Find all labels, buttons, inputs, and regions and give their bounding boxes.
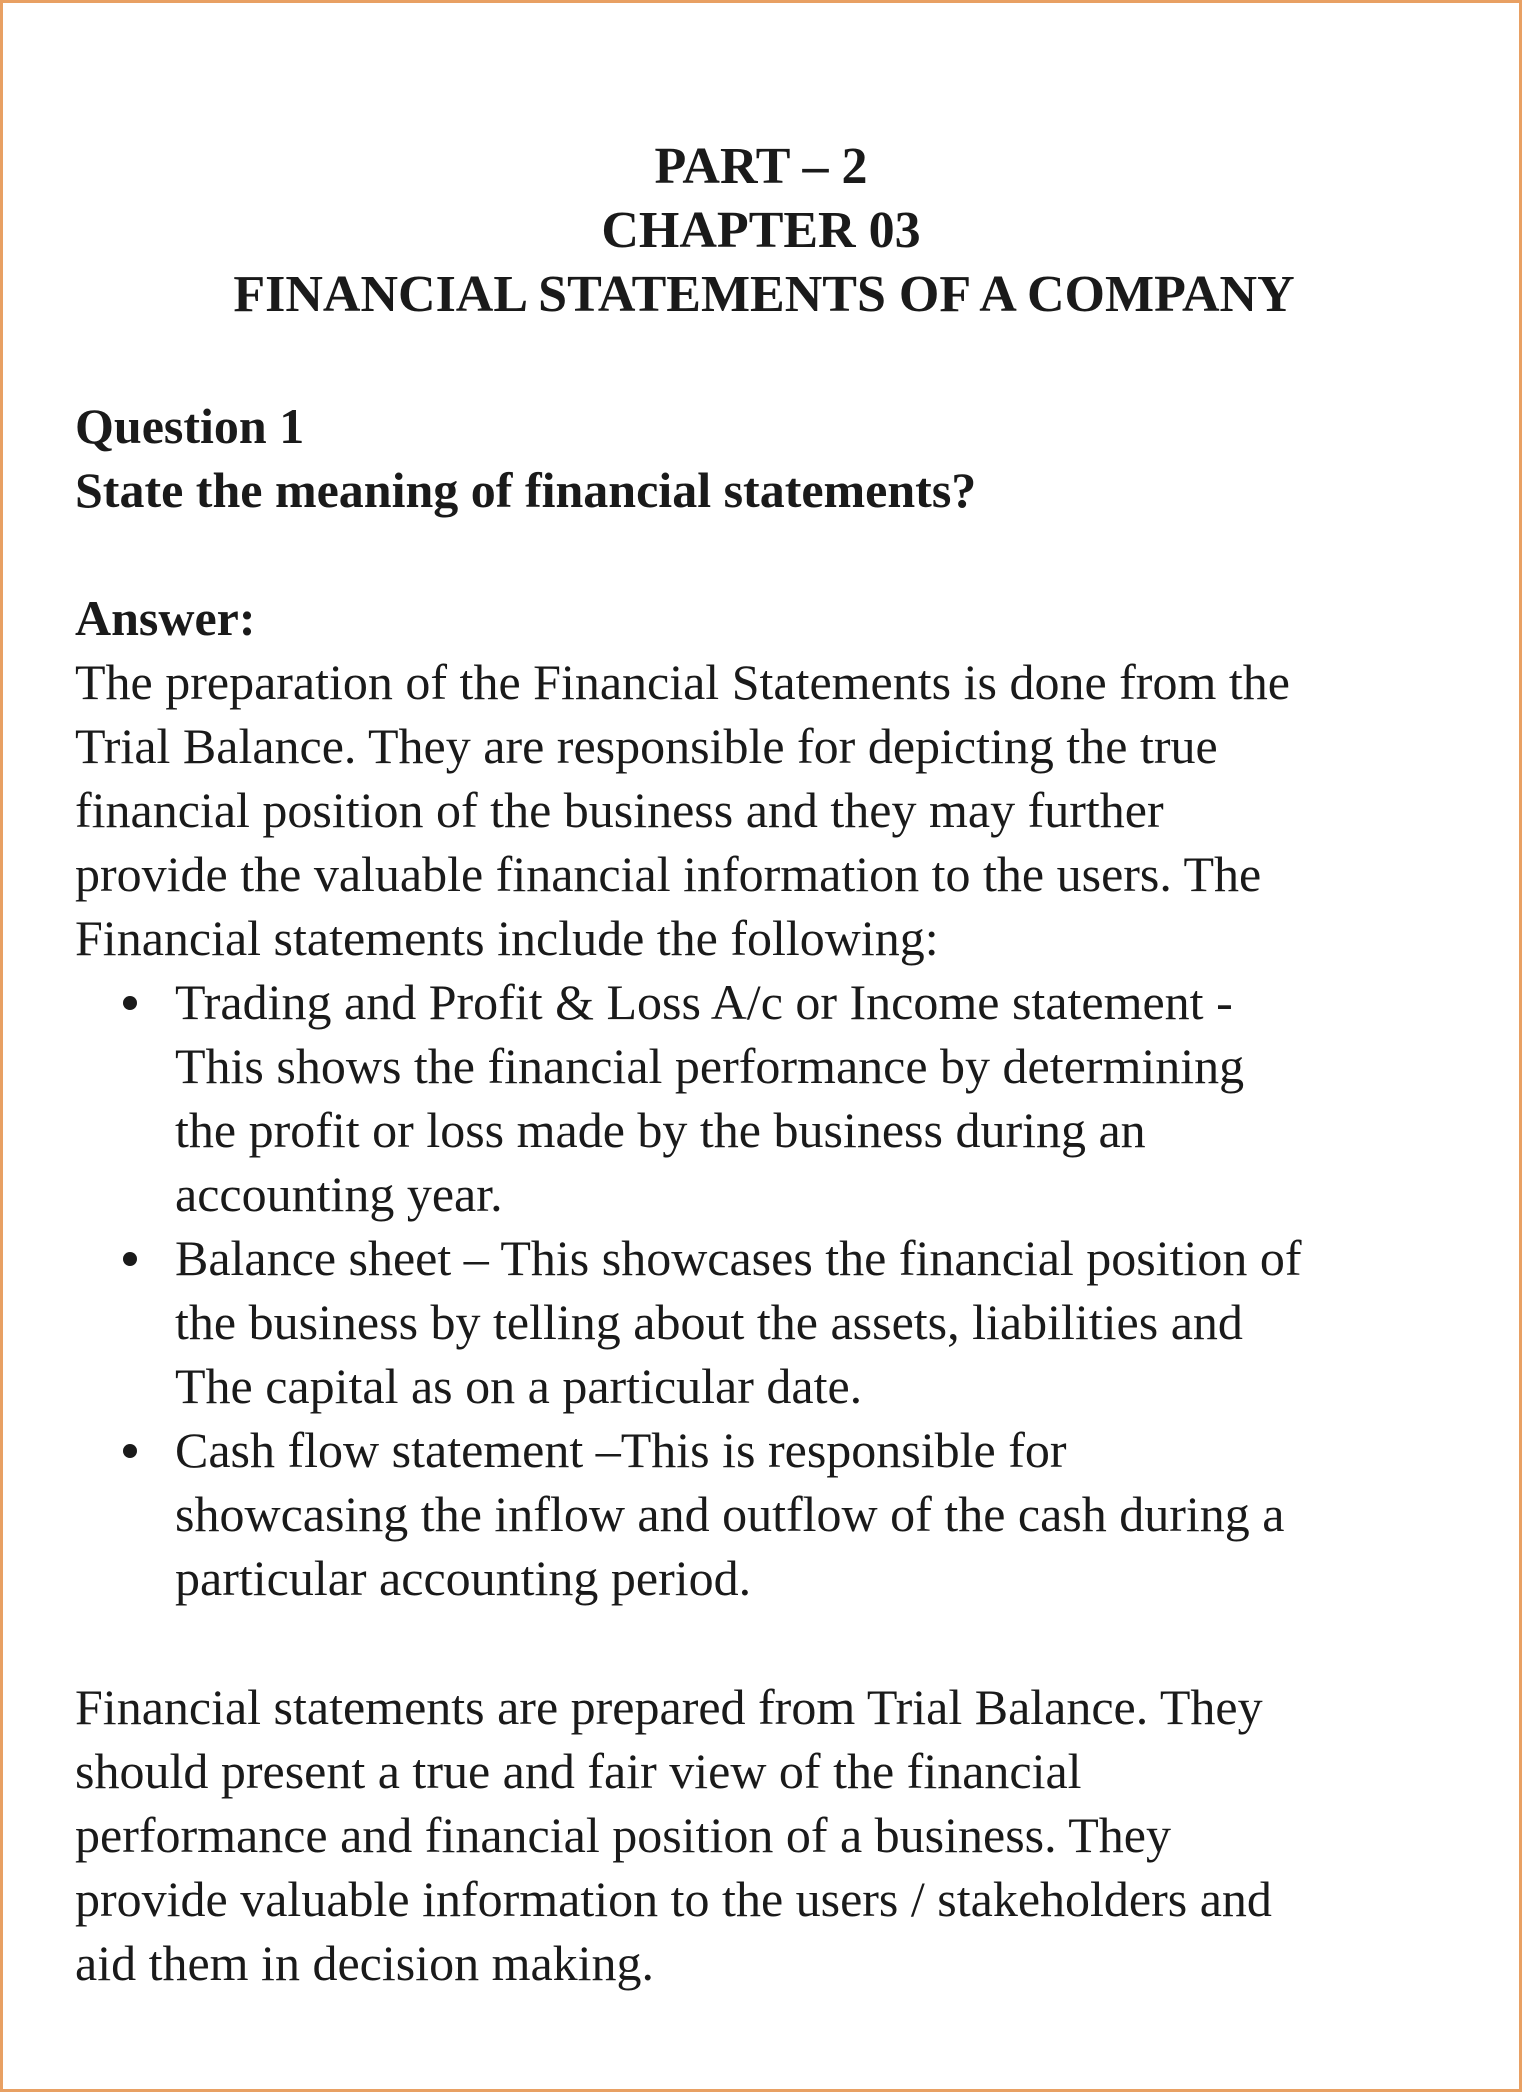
answer-intro-line: The preparation of the Financial Statements is done from the [75, 654, 1290, 710]
answer-intro-line: provide the valuable financial information to the users. The [75, 846, 1262, 902]
list-item-income-statement [75, 970, 1465, 1226]
summary-line: should present a true and fair view of the financial [75, 1743, 1082, 1799]
summary-line: provide valuable information to the users / stakeholders and [75, 1871, 1272, 1927]
summary-line: performance and financial position of a business. They [75, 1807, 1171, 1863]
answer-intro-line: financial position of the business and they may further [75, 782, 1164, 838]
answer-label: Answer: [75, 590, 256, 646]
bullet-line: Balance sheet – This showcases the financial position of [175, 1230, 1302, 1286]
bullet-icon [123, 996, 137, 1010]
answer-intro-line: Trial Balance. They are responsible for depicting the true [75, 718, 1218, 774]
bullet-line: accounting year. [175, 1166, 503, 1222]
bullet-line: This shows the financial performance by determining [175, 1038, 1245, 1094]
summary-line: Financial statements are prepared from Trial Balance. They [75, 1679, 1263, 1735]
part-label: PART – 2 [654, 138, 868, 195]
answer-summary [75, 1675, 1465, 1995]
bullet-line: Trading and Profit & Loss A/c or Income statement - [175, 974, 1233, 1030]
list-item-balance-sheet [75, 1226, 1465, 1418]
chapter-title: FINANCIAL STATEMENTS OF A COMPANY [233, 266, 1295, 323]
answer-intro [75, 650, 1465, 970]
chapter-heading [3, 135, 1519, 327]
chapter-label: CHAPTER 03 [601, 202, 921, 259]
statement-list [75, 970, 1465, 1610]
bullet-line: the profit or loss made by the business during an [175, 1102, 1146, 1158]
bullet-line: particular accounting period. [175, 1550, 752, 1606]
summary-line: aid them in decision making. [75, 1935, 655, 1991]
bullet-icon [123, 1444, 137, 1458]
answer-intro-line: Financial statements include the following: [75, 910, 939, 966]
question-text: State the meaning of financial statements? [75, 462, 977, 518]
bullet-icon [123, 1252, 137, 1266]
bullet-line: the business by telling about the assets, liabilities and [175, 1294, 1243, 1350]
bullet-line: Cash flow statement –This is responsible for [175, 1422, 1067, 1478]
question-label: Question 1 [75, 398, 305, 454]
bullet-line: The capital as on a particular date. [175, 1358, 863, 1414]
list-item-cash-flow [75, 1418, 1465, 1610]
bullet-line: showcasing the inflow and outflow of the cash during a [175, 1486, 1285, 1542]
document-content [75, 394, 1465, 1995]
